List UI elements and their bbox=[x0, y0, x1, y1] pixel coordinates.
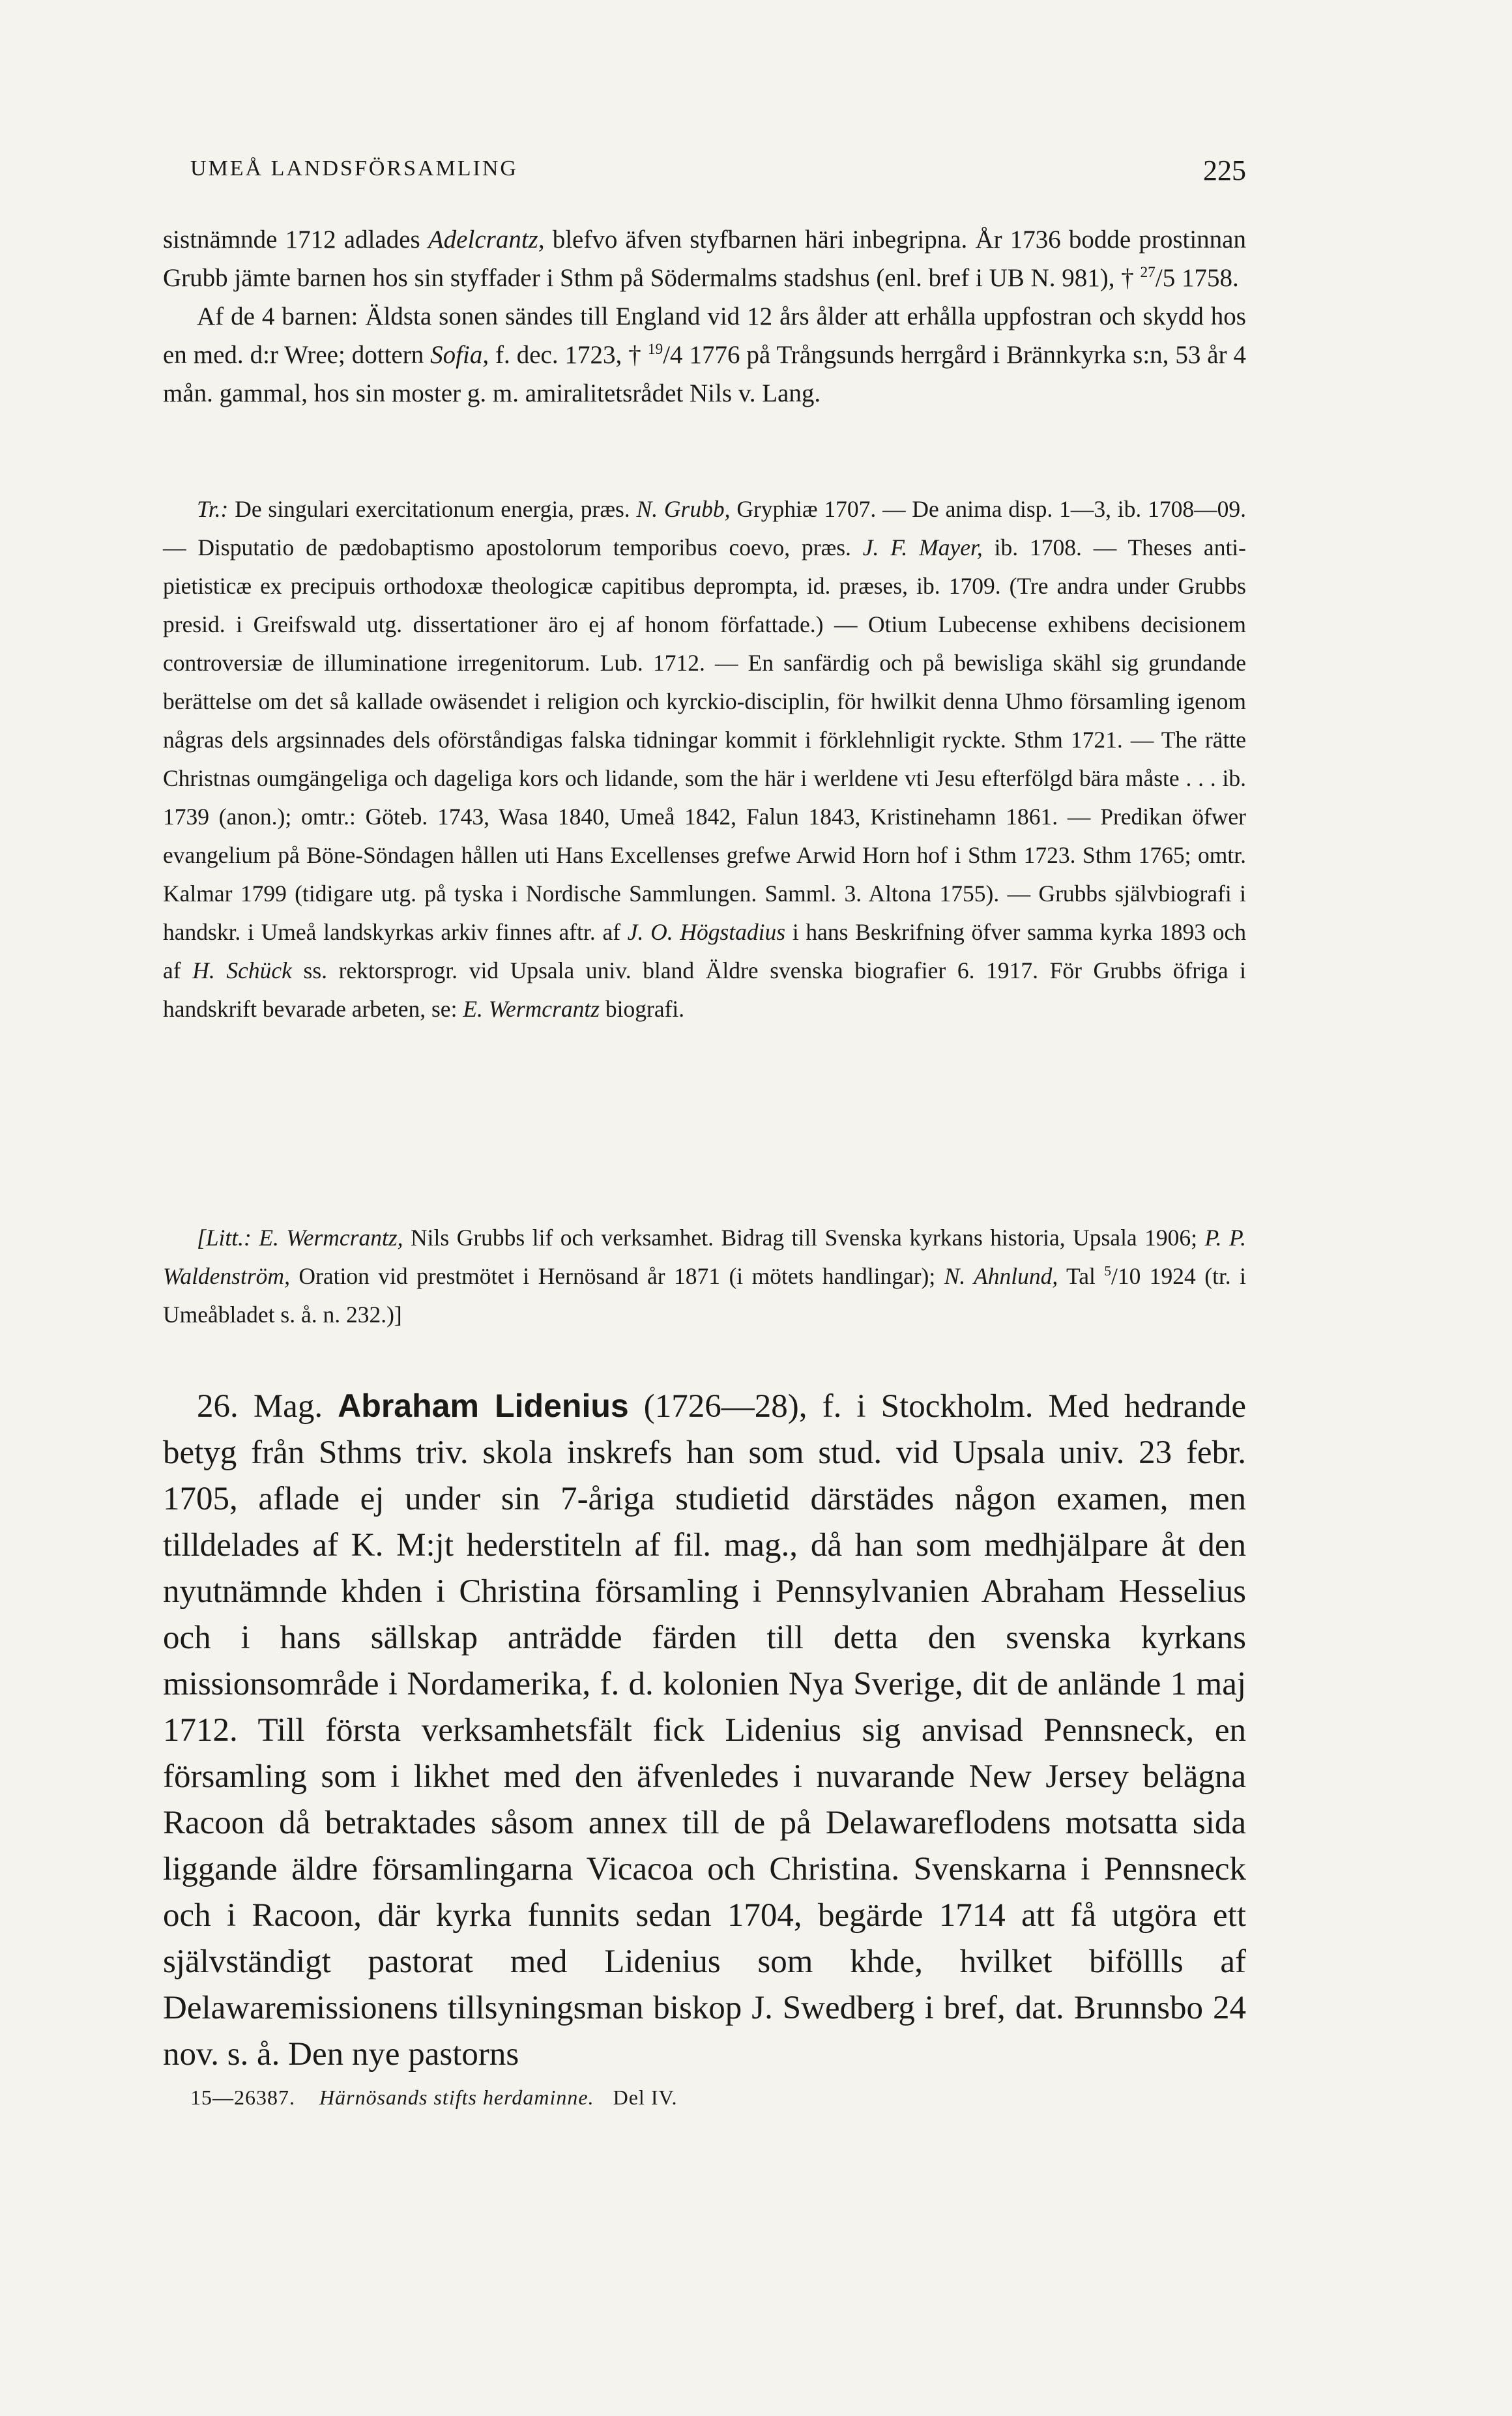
paragraph-children: Af de 4 barnen: Äldsta sonen sändes till England vid 12 års ålder att erhålla uppfostran och skydd hos en med. d:r Wree; dottern Sofia, f. dec. 1723, † $^{19}$/4 1776 på Trångsunds herrgård i Brännkyrka s:n, 53 år 4 mån. gammal, hos sin moster g. m. amiralitetsrådet Nils v. Lang. bbox=[163, 302, 1247, 407]
printed-works bbox=[163, 490, 1246, 1028]
paragraph-stepchildren: sistnämnde 1712 adlades Adelcrantz, blefvo äfven styfbarnen häri inbegripna. År 1736 bodde prostinnan Grubb jämte barnen hos sin styffader i Sthm på Södermalms stadshus (enl. bref i UB N. 981), † $^{27}$/5 1758. bbox=[163, 226, 1246, 292]
entry-26 bbox=[163, 1383, 1246, 2078]
continued-text bbox=[163, 220, 1246, 413]
paragraph-literature: [Litt.: E. Wermcrantz, Nils Grubbs lif och verksamhet. Bidrag till Svenska kyrkans historia, Upsala 1906; P. P. Waldenström, Oration vid prestmötet i Hernösand år 1871 (i mötets handlingar); N. Ahnlund, Tal $^5$/10 1924 (tr. i Umeåbladet s. å. n. 232.)] bbox=[163, 1225, 1247, 1328]
running-title: UMEÅ LANDSFÖRSAMLING bbox=[190, 156, 518, 181]
volume-label: Del IV. bbox=[613, 2086, 678, 2109]
paragraph-printed-works: Tr.: De singulari exercitationum energia, præs. N. Grubb, Gryphiæ 1707. — De anima disp. 1—3, ib. 1708—09. — Disputatio de pædobaptismo apostolorum temporibus coevo, præs. J. F. Mayer, ib. 1708. — Theses anti-pietisticæ ex precipuis orthodoxæ theologicæ capitibus deprompta, id. præses, ib. 1709. (Tre andra under Grubbs presid. i Greifswald utg. dissertationer äro ej af honom författade.) — Otium Lubecense exhibens decisionem controversiæ de illuminatione irregenitorum. Lub. 1712. — En sanfärdig och på bewisliga skähl sig grundande berättelse om det så kallade owäsendet i religion och kyrckio-disciplin, för hwilkit denna Uhmo församling igenom någras dels argsinnades dels oförståndigas falska tidningar kommit i förklehnligit ryckte. Sthm 1721. — The rätte Christnas oumgängeliga och dageliga kors och lidande, som the här i werldene vti Jesu efterfölgd bära måste . . . ib. 1739 (anon.); omtr.: Göteb. 1743, Wasa 1840, Umeå 1842, Falun 1843, Kristinehamn 1861. — Predikan öfwer evangelium på Böne-Söndagen hållen uti Hans Excellenses grefwe Arwid Horn hof i Sthm 1723. Sthm 1765; omtr. Kalmar 1799 (tidigare utg. på tyska i Nordische Sammlungen. Samml. 3. Altona 1755). — Grubbs självbiografi i handskr. i Umeå landskyrkas arkiv finnes aftr. af J. O. Högstadius i hans Beskrifning öfver samma kyrka 1893 och af H. Schück ss. rektorsprogr. vid Upsala univ. bland Äldre svenska biografier 6. 1917. För Grubbs öfriga i handskrift bevarade arbeten, se: E. Wermcrantz biografi. bbox=[163, 496, 1246, 1022]
paragraph-entry-lidenius: 26. Mag. Abraham Lidenius (1726—28), f. i Stockholm. Med hedrande betyg från Sthms triv. skola inskrefs han som stud. vid Upsala univ. 23 febr. 1705, aflade ej under sin 7-åriga studietid därstädes någon examen, men tilldelades af K. M:jt hederstiteln af fil. mag., då han som medhjälpare åt den nyutnämnde khden i Christina församling i Pennsylvanien Abraham Hesselius och i hans sällskap anträdde färden till detta den svenska kyrkans missionsområde i Nordamerika, f. d. kolonien Nya Sverige, dit de anlände 1 maj 1712. Till första verksamhetsfält fick Lidenius sig anvisad Pennsneck, en församling som i likhet med den äfvenledes i nuvarande New Jersey belägna Racoon då betraktades såsom annex till de på Delawareflodens motsatta sida liggande äldre församlingarna Vicacoa och Christina. Svenskarna i Pennsneck och i Racoon, där kyrka funnits sedan 1704, begärde 1714 att få utgöra ett självständigt pastorat med Lidenius som khde, hvilket biföllls af Delawaremissionens tillsyningsman biskop J. Swedberg i bref, dat. Brunnsbo 24 nov. s. å. Den nye pastorns bbox=[163, 1388, 1246, 2073]
book-title: Härnösands stifts herdaminne. bbox=[319, 2086, 594, 2109]
printer-signature: 15—26387. bbox=[190, 2086, 295, 2109]
page-number: 225 bbox=[1203, 154, 1246, 186]
entry-name: Abraham Lidenius bbox=[338, 1388, 629, 1424]
literature bbox=[163, 1219, 1246, 1334]
page-footer bbox=[190, 2086, 677, 2110]
page-header bbox=[190, 156, 1246, 196]
